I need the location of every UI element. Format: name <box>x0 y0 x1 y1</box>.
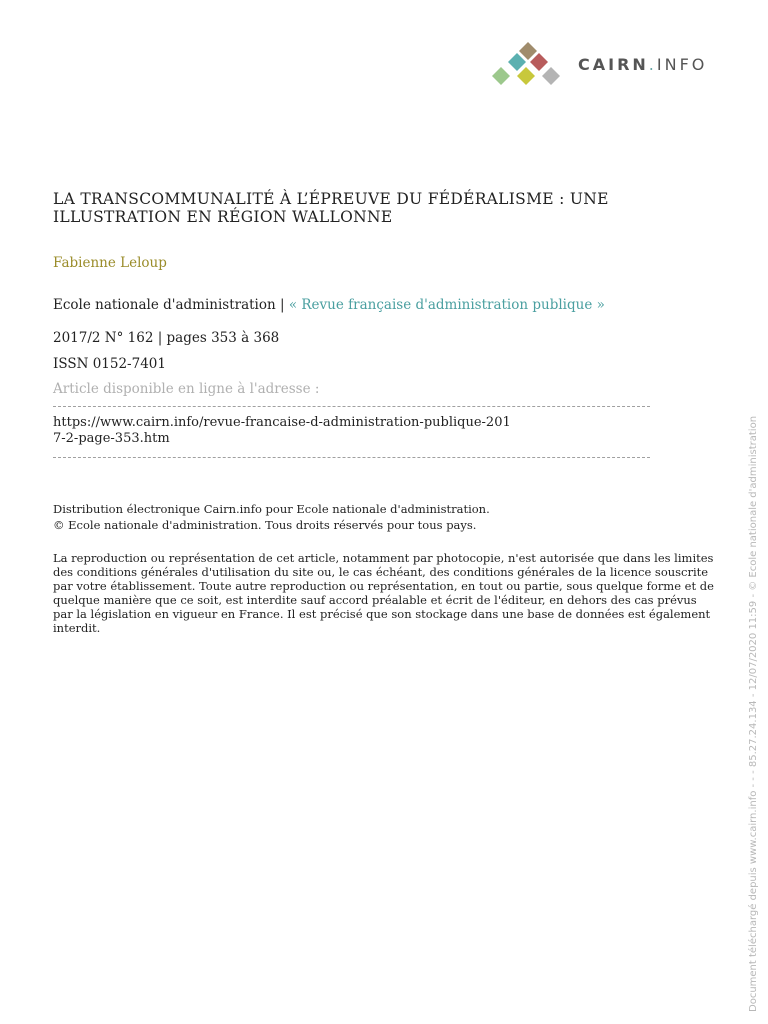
publisher-separator: | <box>275 297 289 313</box>
logo-diamond-grey <box>542 67 560 85</box>
article-title: LA TRANSCOMMUNALITÉ À L’ÉPREUVE DU FÉDÉRALISME : UNE ILLUSTRATION EN RÉGION WALLONNE <box>53 190 609 226</box>
logo-diamond-green <box>492 67 510 85</box>
issue-info: 2017/2 N° 162 | pages 353 à 368 <box>53 330 280 346</box>
logo-diamond-teal <box>508 53 526 71</box>
issn: ISSN 0152-7401 <box>53 356 166 372</box>
reproduction-notice: La reproduction ou représentation de cet article, notamment par photocopie, n'est autorisée que dans les limites des conditions générales d'utilisation du site ou, le cas échéant, des conditions générales de la licence souscrite par votre établissement. Toute autre reproduction ou représentation, en tout ou partie, sous quelque forme et de quelque manière que ce soit, est interdite sauf accord préalable et écrit de l'éditeur, en dehors des cas prévus par la législation en vigueur en France. Il est précisé que son stockage dans une base de données est également interdit. <box>53 551 714 635</box>
article-url[interactable]: https://www.cairn.info/revue-francaise-d-administration-publique-2017-2-page-353.htm <box>53 415 511 446</box>
logo-suffix: INFO <box>656 55 708 74</box>
publisher-name: Ecole nationale d'administration <box>53 297 276 313</box>
publisher-line <box>53 297 605 313</box>
divider-top <box>53 406 650 407</box>
available-online-label: Article disponible en ligne à l'adresse : <box>53 381 320 397</box>
distribution-line: Distribution électronique Cairn.info pour Ecole nationale d'administration. <box>53 502 490 516</box>
logo-diamond-top <box>519 42 537 60</box>
logo-diamond-yellow <box>517 67 535 85</box>
divider-bottom <box>53 457 650 458</box>
download-watermark: Document téléchargé depuis www.cairn.info - - - 85.27.24.134 - 12/07/2020 11:59 - © Ecole nationale d'administration <box>748 415 759 1012</box>
cairn-logo <box>488 40 728 90</box>
logo-dot: . <box>648 55 657 74</box>
author-name[interactable]: Fabienne Leloup <box>53 255 167 271</box>
logo-diamond-red <box>530 53 548 71</box>
cairn-logo-text <box>578 55 707 74</box>
distribution-notice <box>53 501 713 533</box>
journal-link[interactable]: « Revue française d'administration publique » <box>288 297 605 313</box>
copyright-line: © Ecole nationale d'administration. Tous droits réservés pour tous pays. <box>53 518 477 532</box>
cairn-logo-mark-icon <box>488 40 568 88</box>
logo-brand: CAIRN <box>578 55 649 74</box>
